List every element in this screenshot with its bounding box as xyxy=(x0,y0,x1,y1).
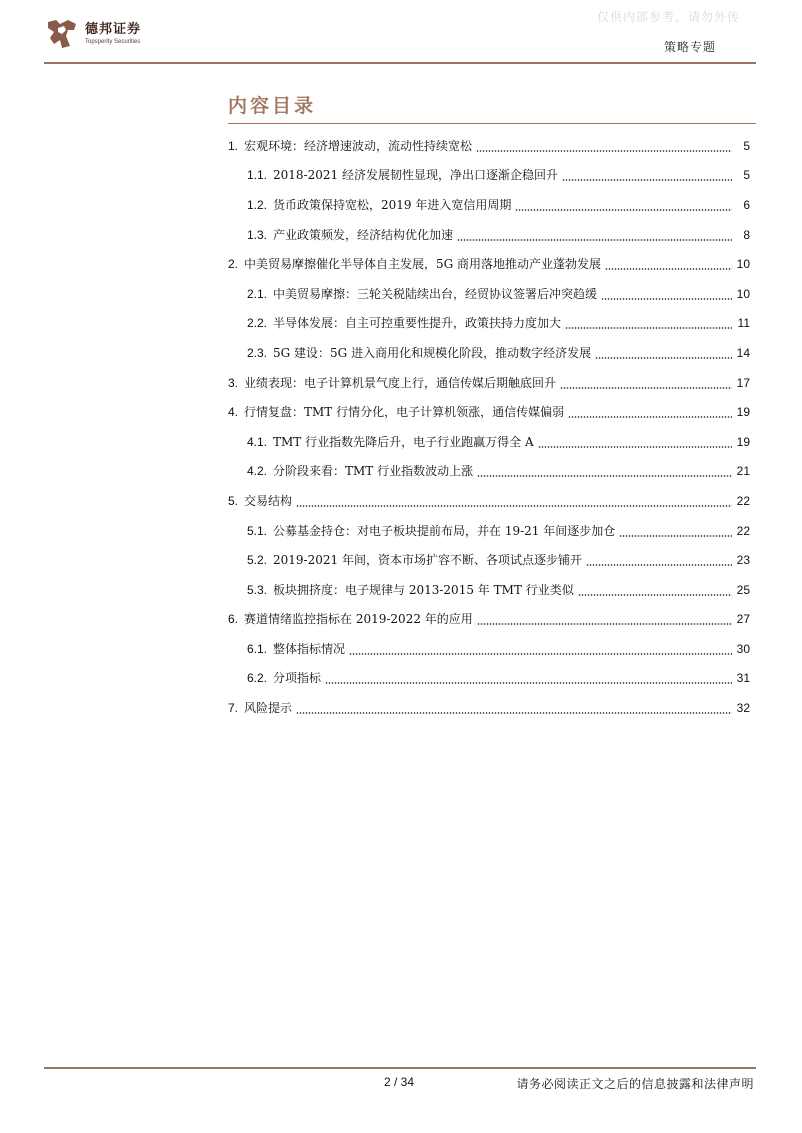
toc-entry-page: 25 xyxy=(736,582,750,597)
toc-dot-leader xyxy=(605,268,732,270)
toc-entry[interactable] xyxy=(228,575,750,605)
toc-entry-page: 22 xyxy=(736,523,750,538)
toc-dot-leader xyxy=(477,475,732,477)
toc-entry-page: 30 xyxy=(736,641,750,656)
toc-entry-label: 2019-2021 年间，资本市场扩容不断、各项试点逐步铺开 xyxy=(273,553,582,568)
toc-entry-page: 5 xyxy=(743,168,750,183)
toc-entry-page: 21 xyxy=(736,464,750,479)
toc-entry-page: 19 xyxy=(736,434,750,449)
toc-entry[interactable] xyxy=(228,634,750,664)
toc-entry-label: 货币政策保持宽松，2019 年进入宽信用周期 xyxy=(273,197,512,212)
toc-entry-label: 赛道情绪监控指标在 2019-2022 年的应用 xyxy=(244,612,473,627)
toc-entry-page: 23 xyxy=(736,553,750,568)
toc-entry[interactable] xyxy=(228,457,750,487)
header-divider xyxy=(44,62,756,64)
toc-dot-leader xyxy=(586,564,732,566)
watermark-text: 仅供内部参考，请勿外传 xyxy=(596,10,740,24)
toc-dot-leader xyxy=(296,712,732,714)
toc-entry-number: 6.1. xyxy=(247,641,268,656)
toc-entry-label: 业绩表现：电子计算机景气度上行，通信传媒后期触底回升 xyxy=(244,375,557,390)
toc-entry-page: 6 xyxy=(743,197,750,212)
toc-dot-leader xyxy=(296,505,732,507)
table-of-contents xyxy=(228,131,750,723)
toc-entry-number: 5.3. xyxy=(247,582,268,597)
toc-entry-label: 公募基金持仓：对电子板块提前布局，并在 19-21 年间逐步加仓 xyxy=(273,523,616,538)
toc-entry-number: 1.1. xyxy=(247,168,268,183)
toc-entry-number: 4.1. xyxy=(247,434,268,449)
toc-entry-label: 5G 建设：5G 进入商用化和规模化阶段，推动数字经济发展 xyxy=(273,345,592,360)
toc-entry-number: 5.1. xyxy=(247,523,268,538)
toc-dot-leader xyxy=(325,682,732,684)
toc-entry-number: 2.1. xyxy=(247,286,268,301)
toc-entry-label: 交易结构 xyxy=(244,493,293,508)
toc-entry-number: 4.2. xyxy=(247,464,268,479)
toc-dot-leader xyxy=(349,653,732,655)
toc-entry-number: 7. xyxy=(228,701,239,716)
toc-entry-label: 分阶段来看：TMT 行业指数波动上涨 xyxy=(273,464,474,479)
toc-dot-leader xyxy=(538,446,732,448)
toc-entry-page: 14 xyxy=(736,345,750,360)
toc-entry-page: 11 xyxy=(737,316,750,331)
toc-entry[interactable] xyxy=(228,486,750,516)
toc-entry-page: 17 xyxy=(736,375,750,390)
toc-entry-page: 10 xyxy=(736,257,750,272)
toc-entry-number: 5. xyxy=(228,493,239,508)
toc-entry[interactable] xyxy=(228,190,750,220)
toc-entry[interactable] xyxy=(228,516,750,546)
toc-entry[interactable] xyxy=(228,427,750,457)
toc-dot-leader xyxy=(560,387,732,389)
toc-entry-label: 中美贸易摩擦催化半导体自主发展，5G 商用落地推动产业蓬勃发展 xyxy=(244,257,602,272)
toc-dot-leader xyxy=(568,416,732,418)
toc-entry-page: 32 xyxy=(736,701,750,716)
toc-dot-leader xyxy=(565,327,732,329)
toc-title: 内容目录 xyxy=(228,95,317,117)
toc-entry-number: 2.3. xyxy=(247,345,268,360)
toc-dot-leader xyxy=(477,623,732,625)
toc-dot-leader xyxy=(515,209,732,211)
toc-entry-label: 整体指标情况 xyxy=(273,641,346,656)
toc-entry[interactable] xyxy=(228,368,750,398)
logo-icon xyxy=(44,16,80,52)
toc-entry-label: 风险提示 xyxy=(244,701,293,716)
toc-dot-leader xyxy=(578,594,732,596)
toc-entry[interactable] xyxy=(228,249,750,279)
toc-entry-number: 1. xyxy=(228,138,239,153)
toc-entry-label: 2018-2021 经济发展韧性显现，净出口逐渐企稳回升 xyxy=(273,168,558,183)
toc-entry[interactable] xyxy=(228,693,750,723)
toc-entry[interactable] xyxy=(228,309,750,339)
toc-entry-number: 5.2. xyxy=(247,553,268,568)
document-type: 策略专题 xyxy=(663,40,716,54)
toc-entry[interactable] xyxy=(228,131,750,161)
page-header xyxy=(0,0,802,70)
toc-entry-label: 宏观环境：经济增速波动，流动性持续宽松 xyxy=(244,138,473,153)
toc-entry-page: 19 xyxy=(736,405,750,420)
toc-dot-leader xyxy=(457,239,732,241)
toc-entry-page: 27 xyxy=(736,612,750,627)
toc-entry[interactable] xyxy=(228,664,750,694)
toc-entry-label: 半导体发展：自主可控重要性提升，政策扶持力度加大 xyxy=(273,316,562,331)
toc-entry-page: 10 xyxy=(736,286,750,301)
toc-entry-number: 2.2. xyxy=(247,316,268,331)
logo-name-en: Topsperity Securities xyxy=(85,39,141,45)
toc-title-divider xyxy=(228,123,756,124)
toc-entry-label: TMT 行业指数先降后升，电子行业跑赢万得全 A xyxy=(273,434,534,449)
toc-entry-page: 22 xyxy=(736,493,750,508)
toc-entry[interactable] xyxy=(228,397,750,427)
toc-entry-label: 分项指标 xyxy=(273,671,322,686)
toc-entry-number: 6. xyxy=(228,612,239,627)
toc-entry-label: 产业政策频发，经济结构优化加速 xyxy=(273,227,454,242)
toc-entry-page: 8 xyxy=(743,227,750,242)
toc-dot-leader xyxy=(601,298,732,300)
toc-entry-page: 5 xyxy=(743,138,750,153)
logo-name-cn: 德邦证券 xyxy=(85,22,142,37)
toc-entry[interactable] xyxy=(228,338,750,368)
company-logo xyxy=(44,16,141,52)
toc-dot-leader xyxy=(619,535,732,537)
toc-entry[interactable] xyxy=(228,220,750,250)
toc-entry-number: 2. xyxy=(228,257,239,272)
toc-entry-label: 行情复盘：TMT 行情分化，电子计算机领涨，通信传媒偏弱 xyxy=(244,405,565,420)
toc-entry-number: 4. xyxy=(228,405,239,420)
toc-entry[interactable] xyxy=(228,279,750,309)
footer-divider xyxy=(44,1067,756,1069)
toc-entry-number: 6.2. xyxy=(247,671,268,686)
toc-entry[interactable] xyxy=(228,161,750,191)
toc-dot-leader xyxy=(476,150,732,152)
toc-entry-label: 中美贸易摩擦：三轮关税陆续出台，经贸协议签署后冲突趋缓 xyxy=(273,286,598,301)
toc-entry[interactable] xyxy=(228,605,750,635)
toc-entry-number: 3. xyxy=(228,375,239,390)
toc-entry[interactable] xyxy=(228,545,750,575)
toc-dot-leader xyxy=(562,179,732,181)
toc-entry-number: 1.3. xyxy=(247,227,268,242)
toc-entry-number: 1.2. xyxy=(247,197,268,212)
toc-entry-label: 板块拥挤度：电子规律与 2013-2015 年 TMT 行业类似 xyxy=(273,582,574,597)
page-number: 2 / 34 xyxy=(384,1075,415,1089)
toc-entry-page: 31 xyxy=(736,671,750,686)
footer-disclaimer: 请务必阅读正文之后的信息披露和法律声明 xyxy=(516,1077,754,1091)
toc-dot-leader xyxy=(595,357,732,359)
